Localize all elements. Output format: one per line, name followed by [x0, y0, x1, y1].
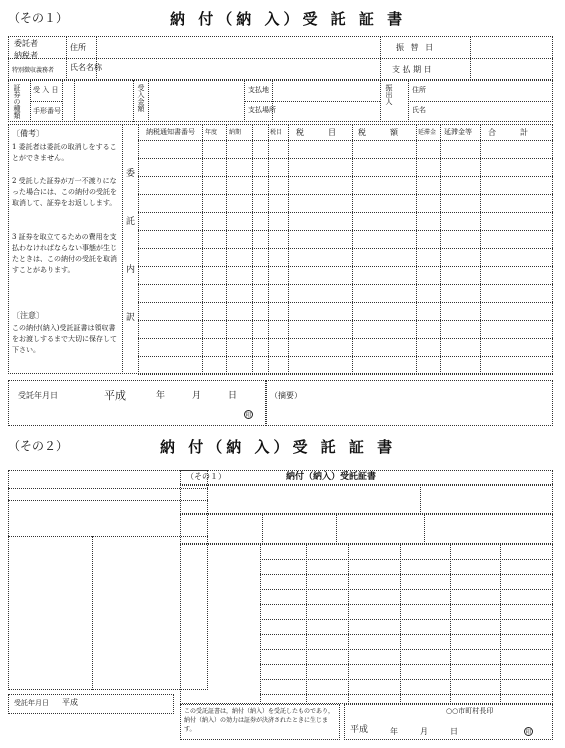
form2-tag: （その２）: [8, 439, 69, 453]
table-row-line: [260, 619, 553, 620]
form2-month: 月: [420, 727, 428, 736]
side-label-4: 訳: [126, 313, 136, 323]
col-header-year: 年度: [205, 129, 218, 136]
form1-footer-date-box: [8, 380, 266, 426]
remarks-label: （摘要）: [270, 391, 302, 400]
table-row-line: [138, 338, 553, 339]
ukeire2-label: 受入金額: [137, 84, 145, 112]
side-label-2: 託: [126, 217, 136, 227]
table-row-line: [260, 679, 553, 680]
form2-footer-note: この受託証書は，納付（納入）を受託したものであり，納付（納入）の効力は証券が決済されたときに生じます。: [184, 708, 335, 733]
seal-icon: 印: [245, 412, 252, 419]
col-header-period: 納期: [229, 129, 242, 136]
table-row-line: [138, 248, 553, 249]
col-header-late-fee-etc: 延滞金等: [444, 128, 472, 136]
furikomi-label: 振 替 日: [396, 43, 436, 52]
col-header-late-fee: 延滞金: [418, 129, 437, 136]
side-label-1: 委: [126, 169, 136, 179]
table-row-line: [138, 356, 553, 357]
table-row-line: [138, 374, 553, 375]
table-row-line: [260, 604, 553, 605]
form1-remarks-box: [266, 380, 553, 426]
address-label: 住所: [70, 43, 86, 52]
form2-receipt-label: 受託年月日: [14, 699, 49, 707]
table-row-line: [138, 284, 553, 285]
table-row-line: [138, 266, 553, 267]
form1-title: 納 付（納 入）受 託 証 書: [170, 10, 407, 28]
furidashi-label: 振出人: [385, 84, 393, 105]
col-header-category: 税目: [270, 129, 283, 136]
table-row-line: [138, 320, 553, 321]
table-row-line: [138, 302, 553, 303]
table-row-line: [138, 176, 553, 177]
shiharaichi-label: 支払地: [248, 86, 269, 94]
form2-back-era: 平成: [62, 698, 78, 707]
form2-era: 平成: [350, 725, 369, 735]
furidashi-name: 氏名: [412, 106, 426, 114]
table-row-line: [260, 649, 553, 650]
form2-year: 年: [390, 727, 398, 736]
form2-front-top: [180, 484, 553, 514]
receipt-date-label: 受託年月日: [18, 391, 58, 400]
receipt-day: 日: [228, 391, 238, 401]
form2-inner-tag: （その１）: [186, 472, 226, 481]
furidashi-addr: 住所: [412, 86, 426, 94]
form2-inner-title: 納付（納入）受託証書: [286, 472, 377, 482]
table-row-line: [260, 694, 553, 695]
table-row-line: [260, 634, 553, 635]
table-row-line: [138, 230, 553, 231]
note-3: 3 証券を取立てるための費用を支払わなければならない事態が生じたときは、この納付の受託を取消すことがあります。: [12, 233, 117, 274]
table-row-line: [260, 664, 553, 665]
col-header-tax-item: 税 目: [296, 128, 336, 137]
ukeire-label: 受 入 日: [33, 86, 59, 94]
name-label: 氏名名称: [70, 63, 102, 72]
form2-back-sheet: [8, 470, 208, 690]
table-row-line: [138, 158, 553, 159]
side-label-3: 内: [126, 265, 136, 275]
receipt-month: 月: [192, 391, 202, 401]
form2-front-sec: [180, 514, 553, 544]
col-header-tax-amount: 税 額: [358, 128, 398, 137]
note-2: 2 受託した証券が万一不渡りになった場合には、この納付の受託を取消して、証券をお返しします。: [12, 177, 117, 207]
caution-title: 〔注意〕: [12, 311, 44, 320]
form2-front-body: [180, 544, 553, 704]
form1-tag: （その１）: [8, 11, 69, 25]
form2-day: 日: [450, 727, 458, 736]
table-row-line: [260, 559, 553, 560]
receipt-year: 年: [156, 391, 166, 401]
notes-title: 〔備考〕: [12, 129, 44, 138]
form2-seal-icon: 印: [525, 729, 532, 736]
receipt-era: 平成: [104, 389, 126, 402]
tokubetsu-label: 特別徴収義務者: [12, 67, 55, 74]
table-row-line: [260, 589, 553, 590]
nofu-label: 納税者: [14, 51, 38, 60]
col-header-notice: 納税通知書番号: [146, 128, 195, 136]
note-1: 1 委託者は委託の取消しをすることができません。: [12, 143, 117, 162]
form2-title: 納 付（納 入）受 託 証 書: [160, 438, 397, 456]
table-row-line: [260, 574, 553, 575]
table-row-line: [138, 194, 553, 195]
caution-text: この納付(納入)受託証書は領収書をお渡しするまで大切に保存して下さい。: [12, 324, 117, 354]
shiharai-label: 支 払 期 日: [392, 65, 432, 74]
table-row-line: [138, 212, 553, 213]
tsuban-label: 手形番号: [33, 107, 61, 115]
itaku-label: 委託者: [14, 39, 38, 48]
col-header-total: 合 計: [488, 128, 528, 137]
yuka-label: 証券の種類: [13, 84, 21, 119]
shiharai-basho-label: 支払場所: [248, 106, 276, 114]
form2-office: ○○市町村長印: [446, 707, 494, 715]
